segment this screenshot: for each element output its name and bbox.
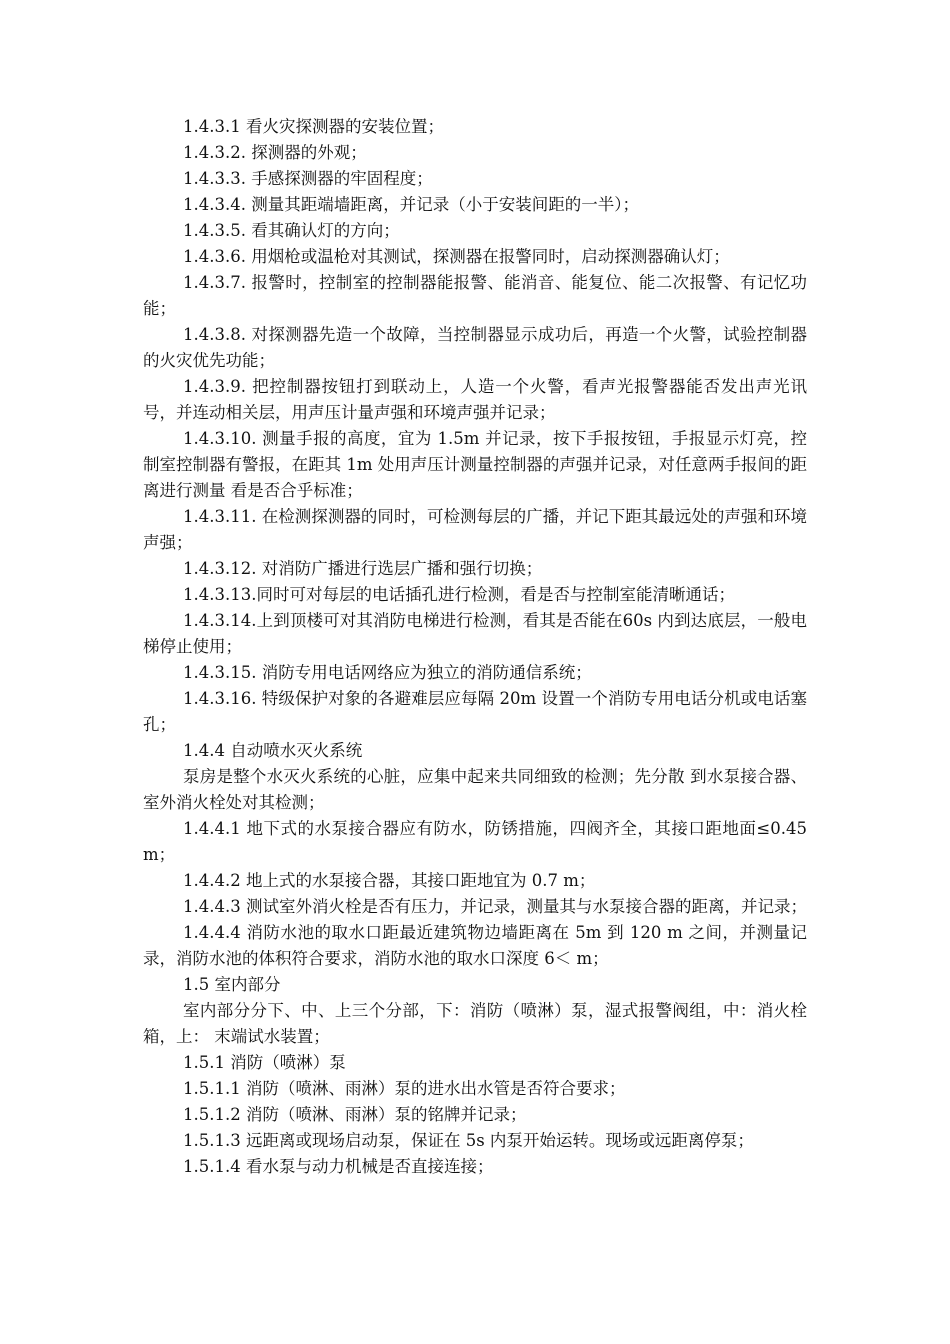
paragraph-1-4-4-1: 1.4.4.1 地下式的水泵接合器应有防水，防锈措施，四阀齐全，其接口距地面≤0.45m； bbox=[143, 819, 807, 864]
section-heading-1-5-1: 1.5.1 消防（喷淋）泵 bbox=[183, 1053, 346, 1072]
paragraph-1-5-1-4: 1.5.1.4 看水泵与动力机械是否直接连接； bbox=[183, 1157, 494, 1176]
paragraph-1-4-3-8: 1.4.3.8. 对探测器先造一个故障，当控制器显示成功后，再造一个火警，试验控制器的火灾优先功能； bbox=[143, 325, 807, 370]
paragraph-1-4-4-2: 1.4.4.2 地上式的水泵接合器，其接口距地宜为 0.7 m； bbox=[183, 871, 596, 890]
document-body bbox=[143, 114, 807, 1180]
paragraph-1-5-1-1: 1.5.1.1 消防（喷淋、雨淋）泵的进水出水管是否符合要求； bbox=[183, 1079, 626, 1098]
paragraph-1-4-3-2: 1.4.3.2. 探测器的外观； bbox=[183, 143, 367, 162]
paragraph-1-4-3-9: 1.4.3.9. 把控制器按钮打到联动上，人造一个火警，看声光报警器能否发出声光讯号，并连动相关层，用声压计量声强和环境声强并记录； bbox=[143, 377, 807, 422]
section-heading-1-5: 1.5 室内部分 bbox=[183, 975, 281, 994]
paragraph-1-4-3-5: 1.4.3.5. 看其确认灯的方向； bbox=[183, 221, 400, 240]
paragraph-1-4-3-14: 1.4.3.14.上到顶楼可对其消防电梯进行检测，看其是否能在60s 内到达底层，一般电梯停止使用； bbox=[143, 611, 807, 656]
section-heading-1-4-4: 1.4.4 自动喷水灭火系统 bbox=[183, 741, 363, 760]
paragraph-1-4-3-4: 1.4.3.4. 测量其距端墙距离，并记录（小于安装间距的一半）； bbox=[183, 195, 639, 214]
paragraph-1-5-1-2: 1.5.1.2 消防（喷淋、雨淋）泵的铭牌并记录； bbox=[183, 1105, 527, 1124]
paragraph-1-5-1-3: 1.5.1.3 远距离或现场启动泵，保证在 5s 内泵开始运转。现场或远距离停泵； bbox=[183, 1131, 754, 1150]
paragraph-1-4-3-6: 1.4.3.6. 用烟枪或温枪对其测试，探测器在报警同时，启动探测器确认灯； bbox=[183, 247, 730, 266]
paragraph-1-4-4-3: 1.4.4.3 测试室外消火栓是否有压力，并记录，测量其与水泵接合器的距离，并记录； bbox=[183, 897, 807, 916]
paragraph-1-4-3-1: 1.4.3.1 看火灾探测器的安装位置； bbox=[183, 117, 444, 136]
paragraph-1-4-3-16: 1.4.3.16. 特级保护对象的各避难层应每隔 20m 设置一个消防专用电话分机或电话塞孔； bbox=[143, 689, 807, 734]
paragraph-1-4-3-13: 1.4.3.13.同时可对每层的电话插孔进行检测，看是否与控制室能清晰通话； bbox=[183, 585, 735, 604]
paragraph-pump-room-intro: 泵房是整个水灭火系统的心脏，应集中起来共同细致的检测；先分散 到水泵接合器、室外消火栓处对其检测； bbox=[143, 767, 807, 812]
paragraph-1-4-3-10: 1.4.3.10. 测量手报的高度，宜为 1.5m 并记录，按下手报按钮，手报显示灯亮，控制室控制器有警报，在距其 1m 处用声压计测量控制器的声强并记录，对任意两手报间的距离进行测量 看是否合乎标准； bbox=[143, 429, 807, 500]
paragraph-1-4-3-15: 1.4.3.15. 消防专用电话网络应为独立的消防通信系统； bbox=[183, 663, 592, 682]
paragraph-1-4-4-4: 1.4.4.4 消防水池的取水口距最近建筑物边墙距离在 5m 到 120 m 之间，并测量记录，消防水池的体积符合要求，消防水池的取水口深度 6＜ m； bbox=[143, 923, 807, 968]
paragraph-indoor-intro: 室内部分分下、中、上三个分部，下：消防（喷淋）泵，湿式报警阀组，中：消火栓箱，上： 末端试水装置； bbox=[143, 1001, 807, 1046]
paragraph-1-4-3-7: 1.4.3.7. 报警时，控制室的控制器能报警、能消音、能复位、能二次报警、有记忆功能； bbox=[143, 273, 807, 318]
paragraph-1-4-3-3: 1.4.3.3. 手感探测器的牢固程度； bbox=[183, 169, 433, 188]
paragraph-1-4-3-11: 1.4.3.11. 在检测探测器的同时，可检测每层的广播，并记下距其最远处的声强和环境声强； bbox=[143, 507, 807, 552]
paragraph-1-4-3-12: 1.4.3.12. 对消防广播进行选层广播和强行切换； bbox=[183, 559, 543, 578]
